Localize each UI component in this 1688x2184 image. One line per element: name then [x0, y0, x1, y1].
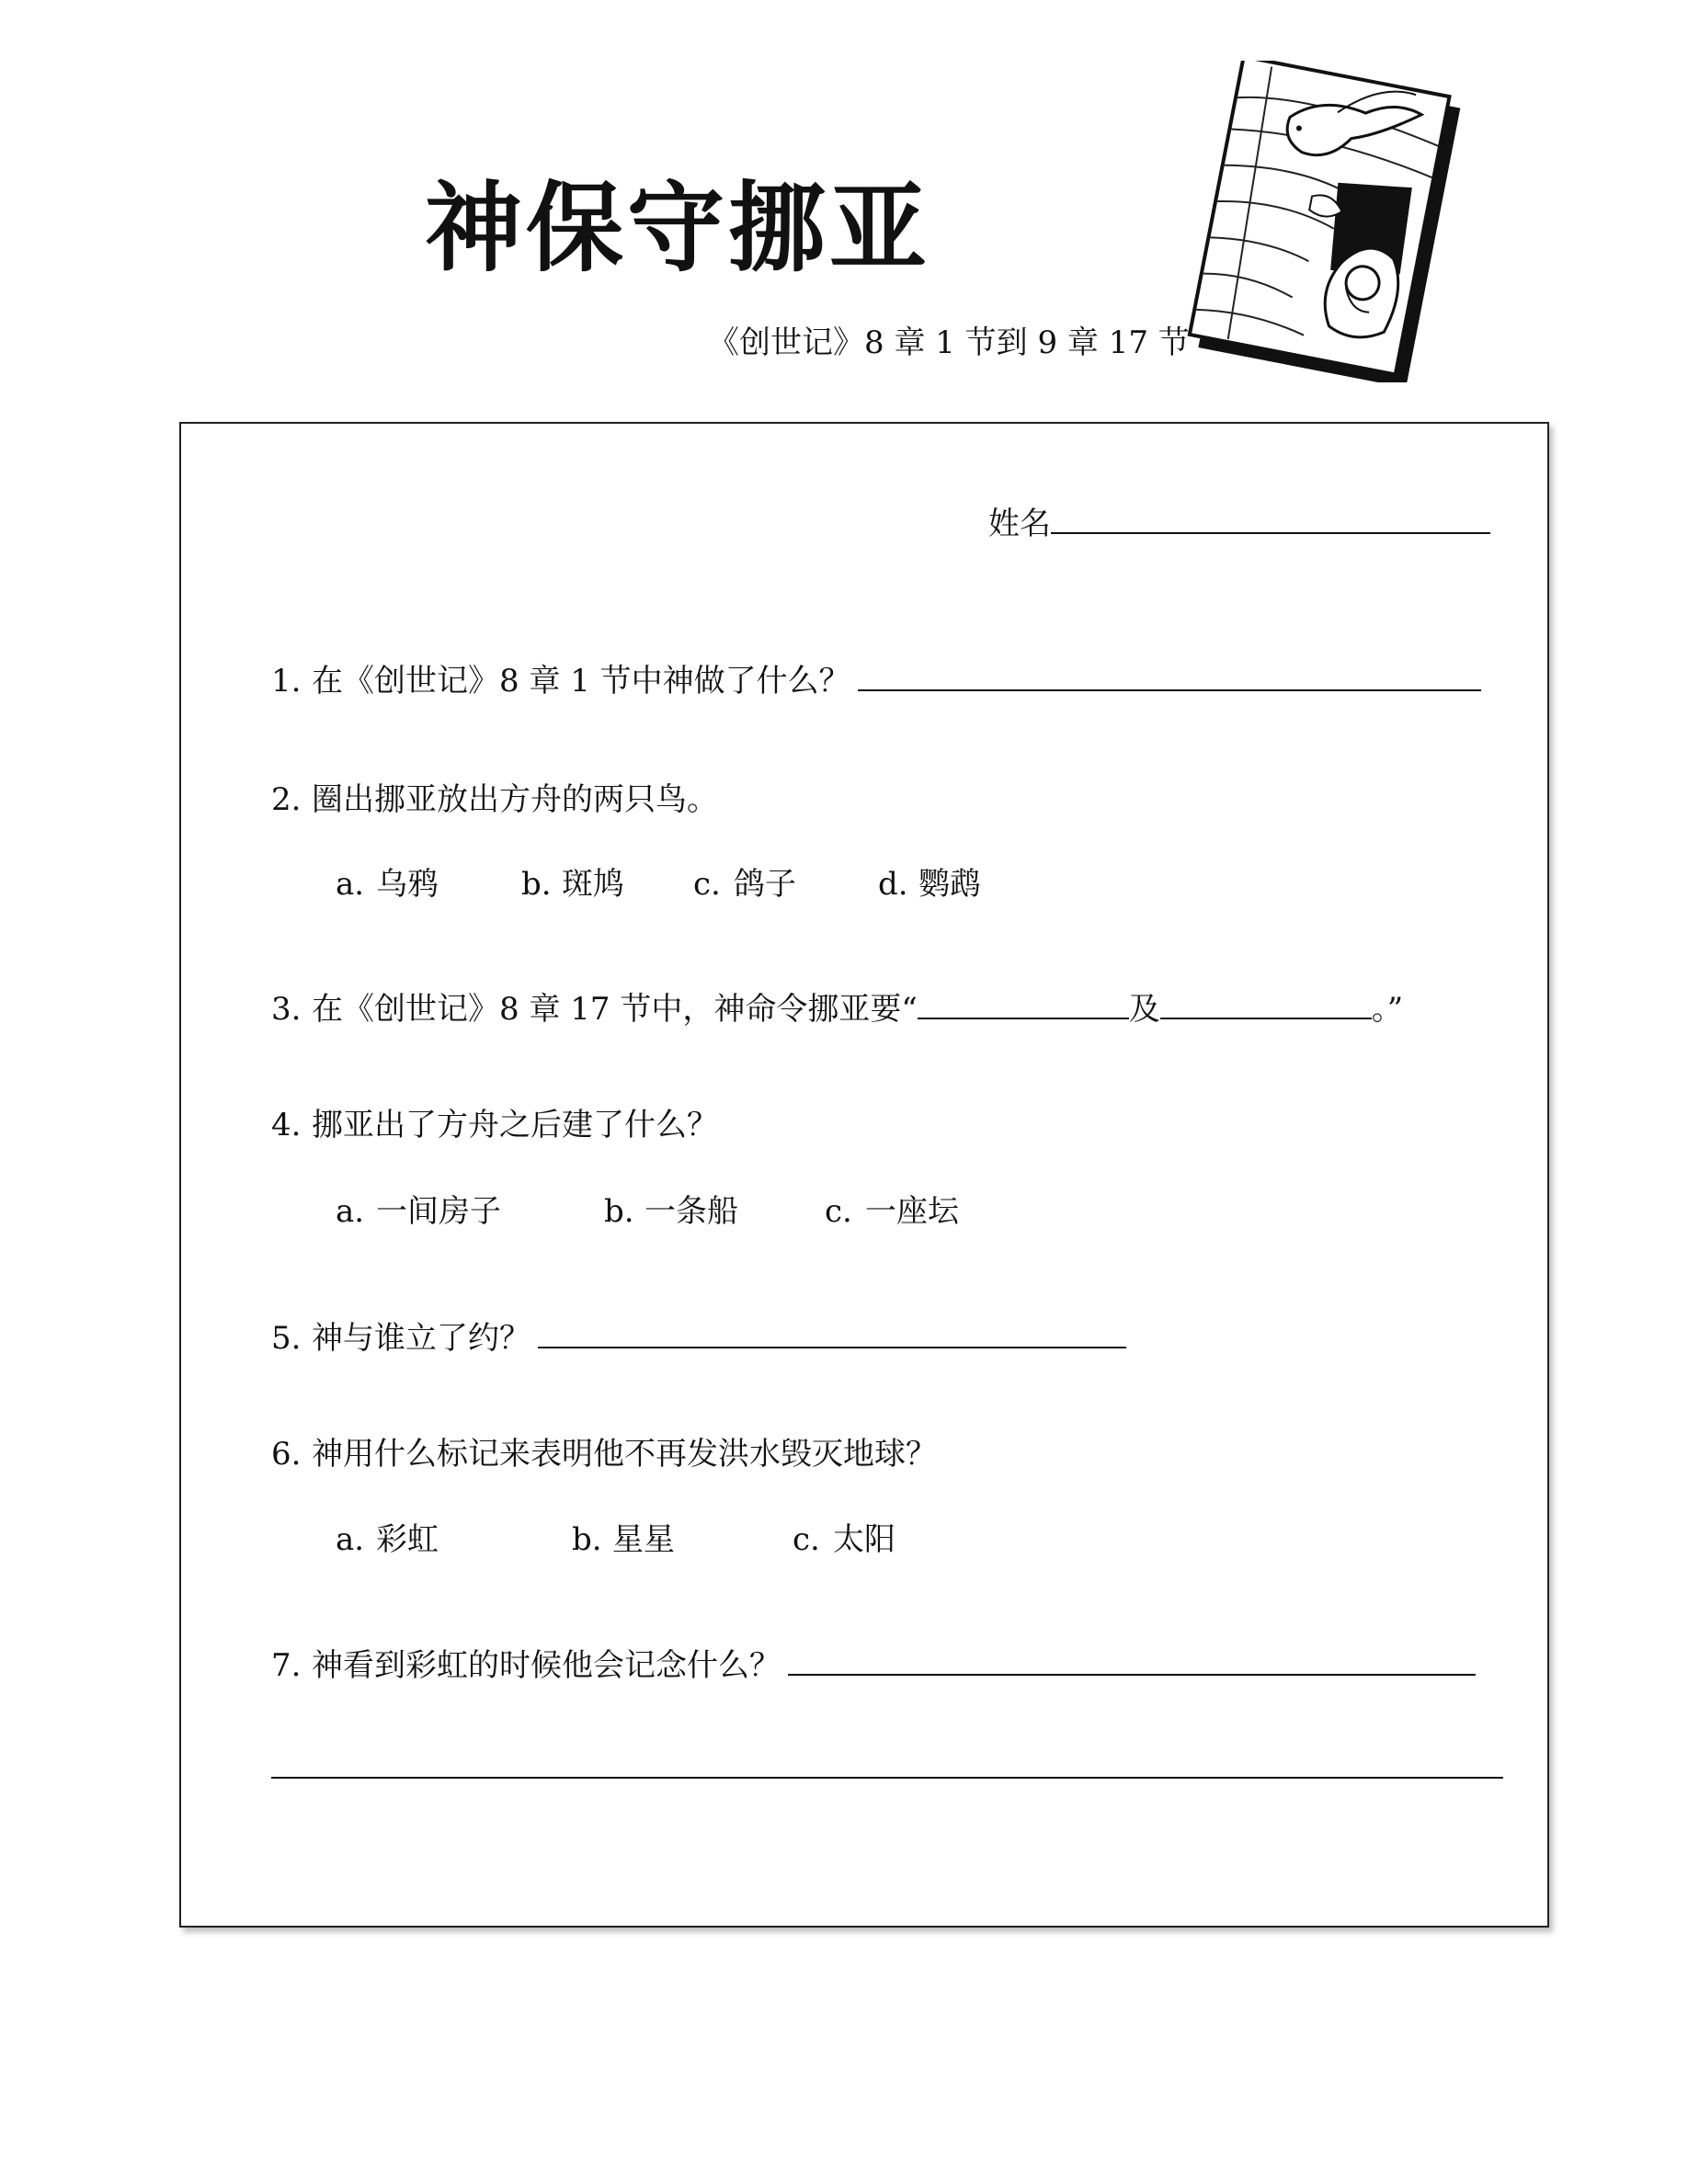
question-4	[271, 1109, 718, 1141]
option-text: 一条船	[644, 1193, 738, 1230]
option-letter: c.	[693, 866, 721, 903]
question-text: 在《创世记》8 章 1 节中神做了什么？	[312, 663, 850, 700]
option-letter: a.	[336, 1193, 365, 1230]
option-text: 星星	[612, 1521, 675, 1558]
option-letter: b.	[521, 866, 552, 903]
question-6	[271, 1436, 937, 1473]
option-text: 彩虹	[376, 1521, 439, 1558]
question-text: 挪亚出了方舟之后建了什么？	[312, 1107, 718, 1143]
question-number: 7.	[271, 1647, 302, 1684]
question-text: 神看到彩虹的时候他会记念什么？	[312, 1647, 781, 1684]
option-letter: b.	[572, 1521, 602, 1558]
option-6c[interactable]	[793, 1521, 895, 1558]
question-7	[271, 1646, 1476, 1684]
option-text: 乌鸦	[376, 866, 439, 903]
answer-blank-1[interactable]	[858, 662, 1481, 691]
question-number: 4.	[271, 1107, 302, 1143]
option-letter: d.	[878, 866, 908, 903]
name-label: 姓名	[988, 506, 1051, 542]
option-2d[interactable]	[878, 866, 981, 903]
answer-blank-7-continuation[interactable]	[271, 1777, 1503, 1779]
question-text-after: 。”	[1371, 991, 1404, 1028]
option-text: 一座坛	[865, 1193, 959, 1230]
option-2b[interactable]	[521, 866, 624, 903]
option-2c[interactable]	[693, 866, 796, 903]
option-letter: a.	[336, 1521, 365, 1558]
option-text: 鸽子	[734, 866, 796, 903]
question-2	[271, 781, 718, 818]
option-4a[interactable]	[336, 1193, 501, 1230]
option-letter: b.	[604, 1193, 634, 1230]
option-4b[interactable]	[604, 1193, 738, 1230]
answer-blank-3b[interactable]	[1160, 990, 1372, 1019]
question-3	[271, 990, 1404, 1028]
option-letter: c.	[793, 1521, 820, 1558]
scripture-reference: 《创世记》8 章 1 节到 9 章 17 节	[708, 324, 1190, 361]
name-blank[interactable]	[1051, 505, 1490, 534]
dove-ark-window-illustration	[1179, 61, 1464, 382]
answer-blank-7[interactable]	[788, 1646, 1476, 1676]
question-number: 2.	[271, 781, 302, 818]
question-text: 神与谁立了约？	[312, 1320, 530, 1357]
question-number: 1.	[271, 663, 302, 700]
option-text: 斑鸠	[562, 866, 624, 903]
question-text: 圈出挪亚放出方舟的两只鸟。	[312, 781, 718, 818]
option-text: 一间房子	[376, 1193, 501, 1230]
question-text-before: 在《创世记》8 章 17 节中，神命令挪亚要“	[312, 991, 918, 1028]
question-text: 神用什么标记来表明他不再发洪水毁灭地球？	[312, 1436, 937, 1473]
option-2a[interactable]	[336, 866, 439, 903]
question-number: 6.	[271, 1436, 302, 1473]
option-text: 鹦鹉	[918, 866, 981, 903]
worksheet-box	[179, 422, 1549, 1928]
question-text-middle: 及	[1128, 991, 1160, 1028]
question-5	[271, 1319, 1126, 1357]
question-1	[271, 662, 1481, 700]
question-number: 5.	[271, 1320, 302, 1357]
option-6a[interactable]	[336, 1521, 439, 1558]
option-text: 太阳	[833, 1521, 895, 1558]
answer-blank-5[interactable]	[538, 1319, 1126, 1348]
option-4c[interactable]	[825, 1193, 959, 1230]
option-6b[interactable]	[572, 1521, 675, 1558]
question-number: 3.	[271, 991, 302, 1028]
option-letter: a.	[336, 866, 365, 903]
page-title: 神保守挪亚	[425, 172, 930, 285]
answer-blank-3a[interactable]	[918, 990, 1129, 1019]
option-letter: c.	[825, 1193, 852, 1230]
name-row	[988, 498, 1490, 543]
